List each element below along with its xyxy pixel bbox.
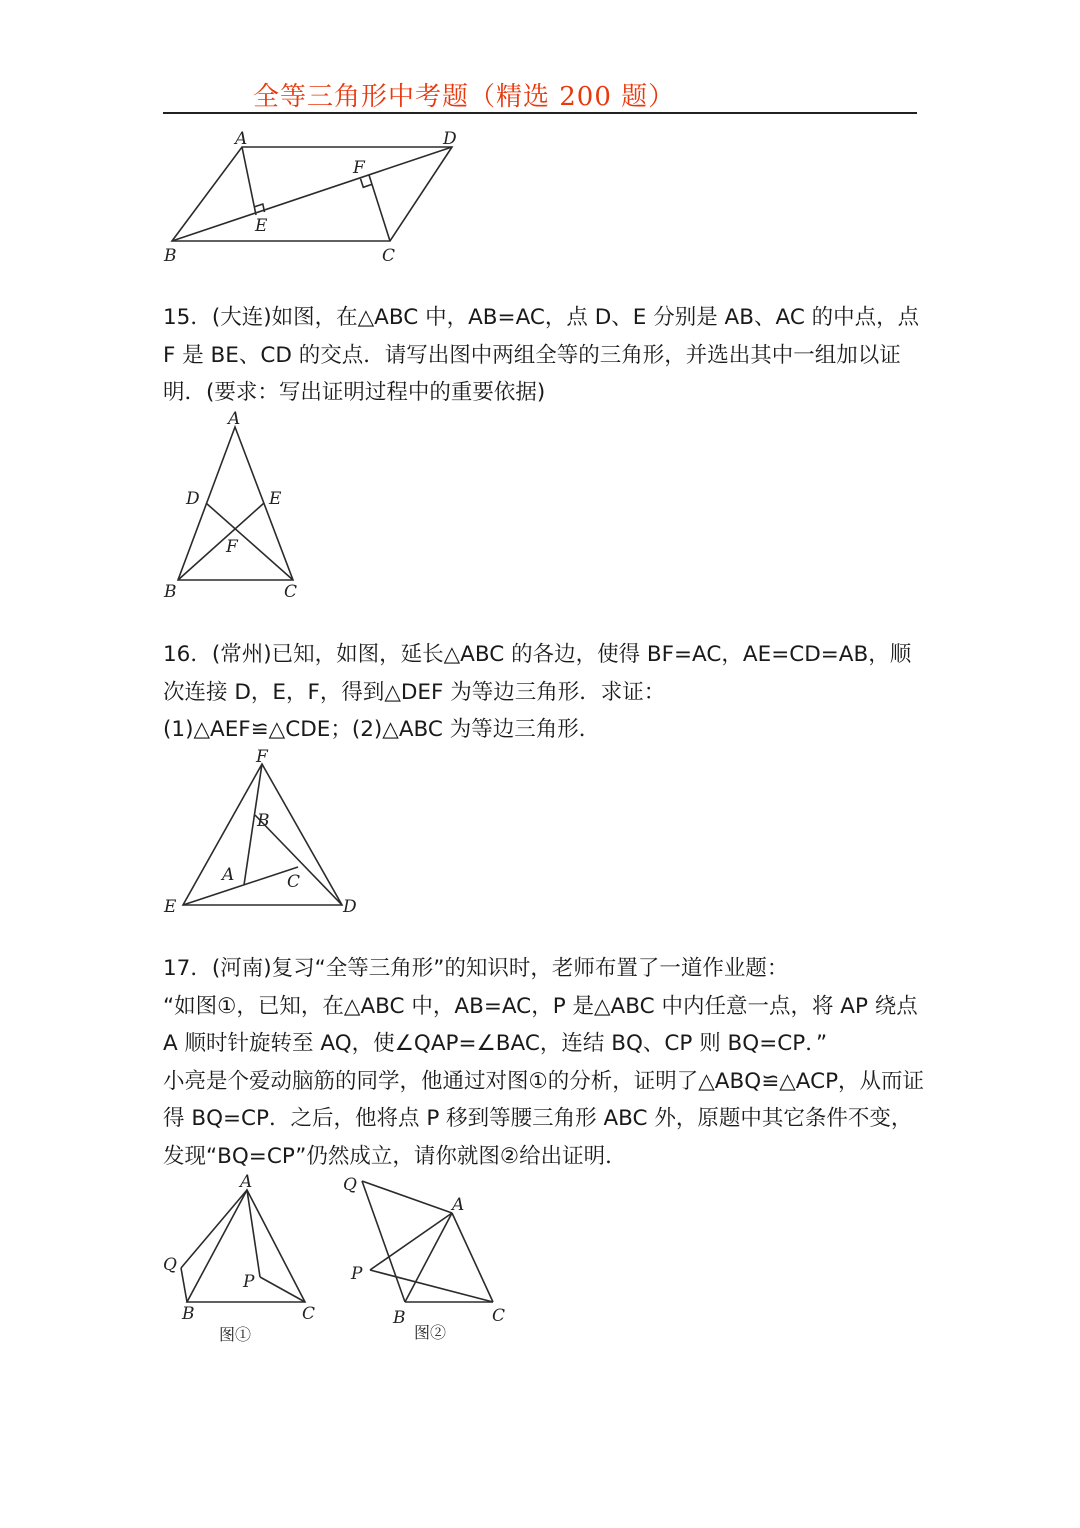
label-d: D	[343, 897, 357, 917]
label-d: D	[186, 489, 200, 509]
label-c: C	[492, 1306, 506, 1326]
label-p: P	[351, 1264, 363, 1284]
label-a: A	[222, 865, 235, 885]
label-c: C	[287, 872, 301, 892]
problem-15-line: F 是 BE、CD 的交点．请写出图中两组全等的三角形，并选出其中一组加以证	[163, 342, 901, 368]
label-f: F	[256, 747, 268, 767]
problem-15-line: 明．(要求：写出证明过程中的重要依据)	[163, 380, 546, 405]
label-b: B	[182, 1304, 195, 1324]
figure-caption: 图①	[219, 1325, 252, 1344]
label-q: Q	[343, 1175, 357, 1195]
label-b: B	[164, 246, 177, 266]
label-e: E	[255, 216, 268, 236]
label-a: A	[235, 129, 248, 149]
segment-ac	[452, 1213, 493, 1302]
label-e: E	[164, 897, 177, 917]
label-c: C	[382, 246, 396, 266]
problem-16-line: 次连接 D，E，F，得到△DEF 为等边三角形．求证：	[163, 679, 666, 705]
problem-17-line: 发现“BQ=CP”仍然成立，请你就图②给出证明．	[163, 1143, 627, 1169]
label-b: B	[393, 1308, 406, 1328]
label-a: A	[240, 1172, 253, 1192]
problem-17-line: 小亮是个爱动脑筋的同学，他通过对图①的分析，证明了△ABQ≌△ACP，从而证	[163, 1068, 925, 1094]
segment-ab	[405, 1213, 452, 1302]
problem-17-line: A 顺时针旋转至 AQ，使∠QAP=∠BAC，连结 BQ、CP 则 BQ=CP．”	[163, 1031, 828, 1056]
problem-17-line: 得 BQ=CP．之后，他将点 P 移到等腰三角形 ABC 外，原题中其它条件不变，	[163, 1106, 913, 1131]
segment-qb	[362, 1181, 405, 1302]
segment-qa	[362, 1181, 452, 1213]
label-e: E	[269, 489, 282, 509]
label-c: C	[284, 582, 298, 602]
label-a: A	[452, 1195, 465, 1215]
label-c: C	[302, 1304, 316, 1324]
label-d: D	[443, 129, 457, 149]
problem-15-line: 15．(大连)如图，在△ABC 中，AB=AC，点 D、E 分别是 AB、AC 的中点，点	[163, 305, 920, 330]
segment-pc	[370, 1270, 493, 1302]
label-a: A	[228, 409, 241, 429]
label-b: B	[164, 582, 177, 602]
label-f: F	[353, 158, 365, 178]
figure-caption: 图②	[414, 1323, 447, 1342]
problem-17-line: 17．(河南)复习“全等三角形”的知识时，老师布置了一道作业题：	[163, 956, 789, 981]
label-f: F	[226, 537, 238, 557]
problem-17-line: “如图①，已知，在△ABC 中，AB=AC，P 是△ABC 中内任意一点，将 AP 绕点	[163, 993, 918, 1019]
problem-16-line: 16．(常州)已知，如图，延长△ABC 的各边，使得 BF=AC，AE=CD=AB，顺	[163, 642, 912, 667]
segment-ap	[370, 1213, 452, 1270]
problem-16-line: (1)△AEF≌△CDE；(2)△ABC 为等边三角形．	[163, 717, 601, 742]
page-header-title: 全等三角形中考题（精选 200 题）	[253, 82, 676, 112]
label-b: B	[257, 811, 270, 831]
label-p: P	[243, 1272, 255, 1292]
label-q: Q	[163, 1255, 177, 1275]
